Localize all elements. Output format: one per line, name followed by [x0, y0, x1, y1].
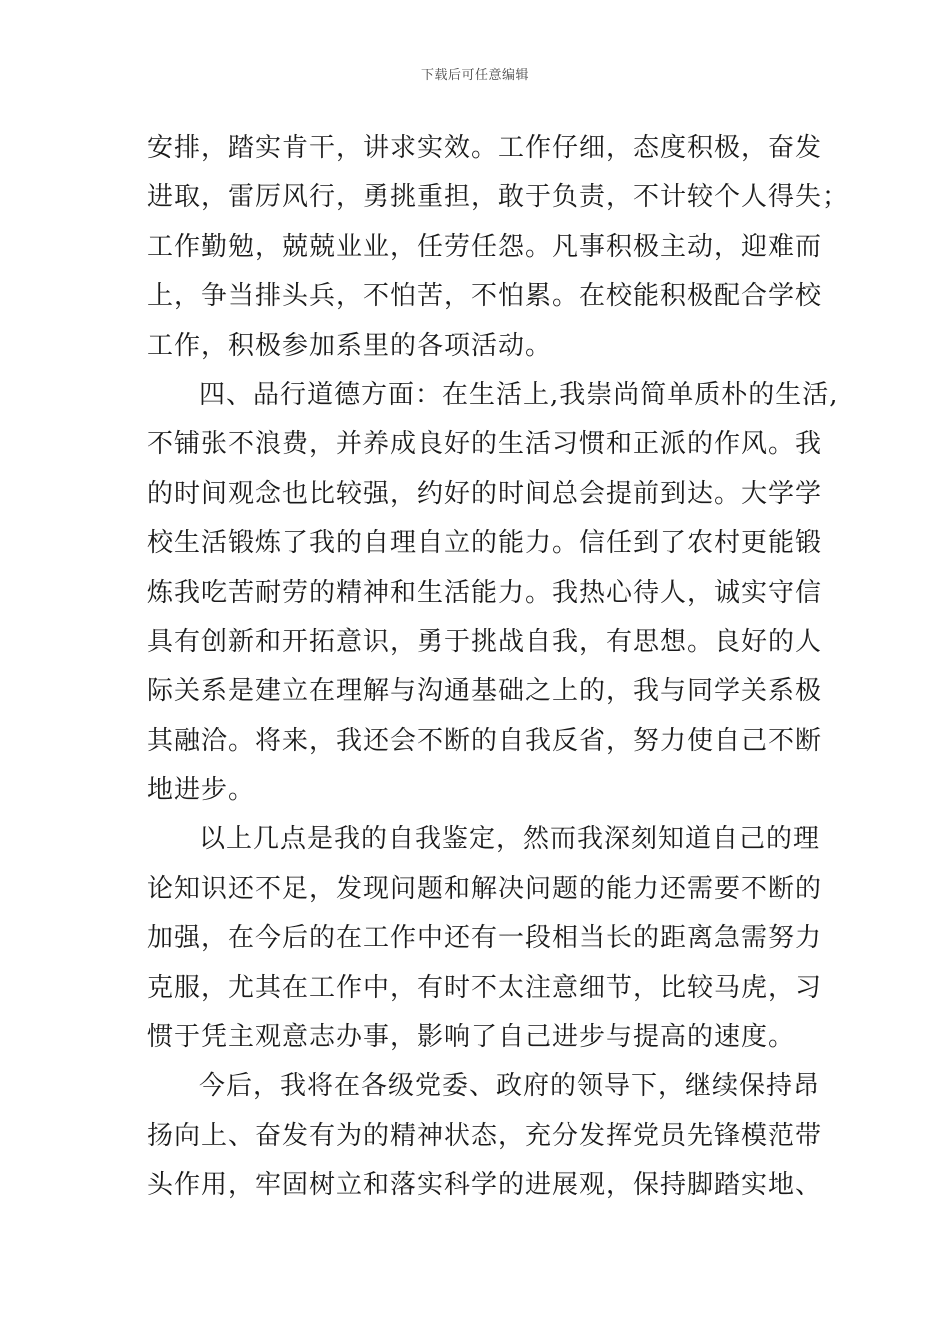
text-line: 上，争当排头兵，不怕苦，不怕累。在校能积极配合学校 [147, 281, 823, 312]
page-header: 下载后可任意编辑 [420, 68, 529, 83]
text-line: 炼我吃苦耐劳的精神和生活能力。我热心待人，诚实守信 [147, 577, 823, 608]
text-line: 的时间观念也比较强，约好的时间总会提前到达。大学学 [147, 478, 823, 509]
text-line: 头作用，牢固树立和落实科学的进展观，保持脚踏实地、 [147, 1170, 823, 1201]
body-text [147, 124, 850, 1211]
text-line: 工作勤勉，兢兢业业，任劳任怨。凡事积极主动，迎难而 [147, 231, 823, 262]
text-line: 其融洽。将来，我还会不断的自我反省，努力使自己不断 [147, 725, 823, 756]
text-line: 地进步。 [147, 775, 256, 806]
paragraph-start-line: 四、品行道德方面：在生活上,我崇尚简单质朴的生活, [199, 379, 839, 410]
text-line: 具有创新和开拓意识，勇于挑战自我，有思想。良好的人 [147, 626, 823, 657]
text-line: 论知识还不足，发现问题和解决问题的能力还需要不断的 [147, 873, 823, 904]
text-line: 惯于凭主观意志办事，影响了自己进步与提高的速度。 [147, 1022, 796, 1053]
text-line: 加强，在今后的在工作中还有一段相当长的距离急需努力 [147, 923, 823, 954]
text-line: 校生活锻炼了我的自理自立的能力。信任到了农村更能锻 [147, 528, 823, 559]
text-line: 克服，尤其在工作中，有时不太注意细节，比较马虎，习 [147, 972, 823, 1003]
text-line: 不铺张不浪费，并养成良好的生活习惯和正派的作风。我 [147, 429, 823, 460]
text-line: 工作，积极参加系里的各项活动。 [147, 330, 553, 361]
text-line: 进取，雷厉风行，勇挑重担，敢于负责，不计较个人得失； [147, 182, 850, 213]
text-line: 际关系是建立在理解与沟通基础之上的，我与同学关系极 [147, 676, 823, 707]
text-line: 安排，踏实肯干，讲求实效。工作仔细，态度积极，奋发 [147, 133, 823, 163]
text-line: 扬向上、奋发有为的精神状态，充分发挥党员先锋模范带 [147, 1120, 823, 1151]
paragraph-start-line: 今后，我将在各级党委、政府的领导下，继续保持昂 [199, 1071, 821, 1102]
paragraph-start-line: 以上几点是我的自我鉴定，然而我深刻知道自己的理 [199, 824, 821, 855]
